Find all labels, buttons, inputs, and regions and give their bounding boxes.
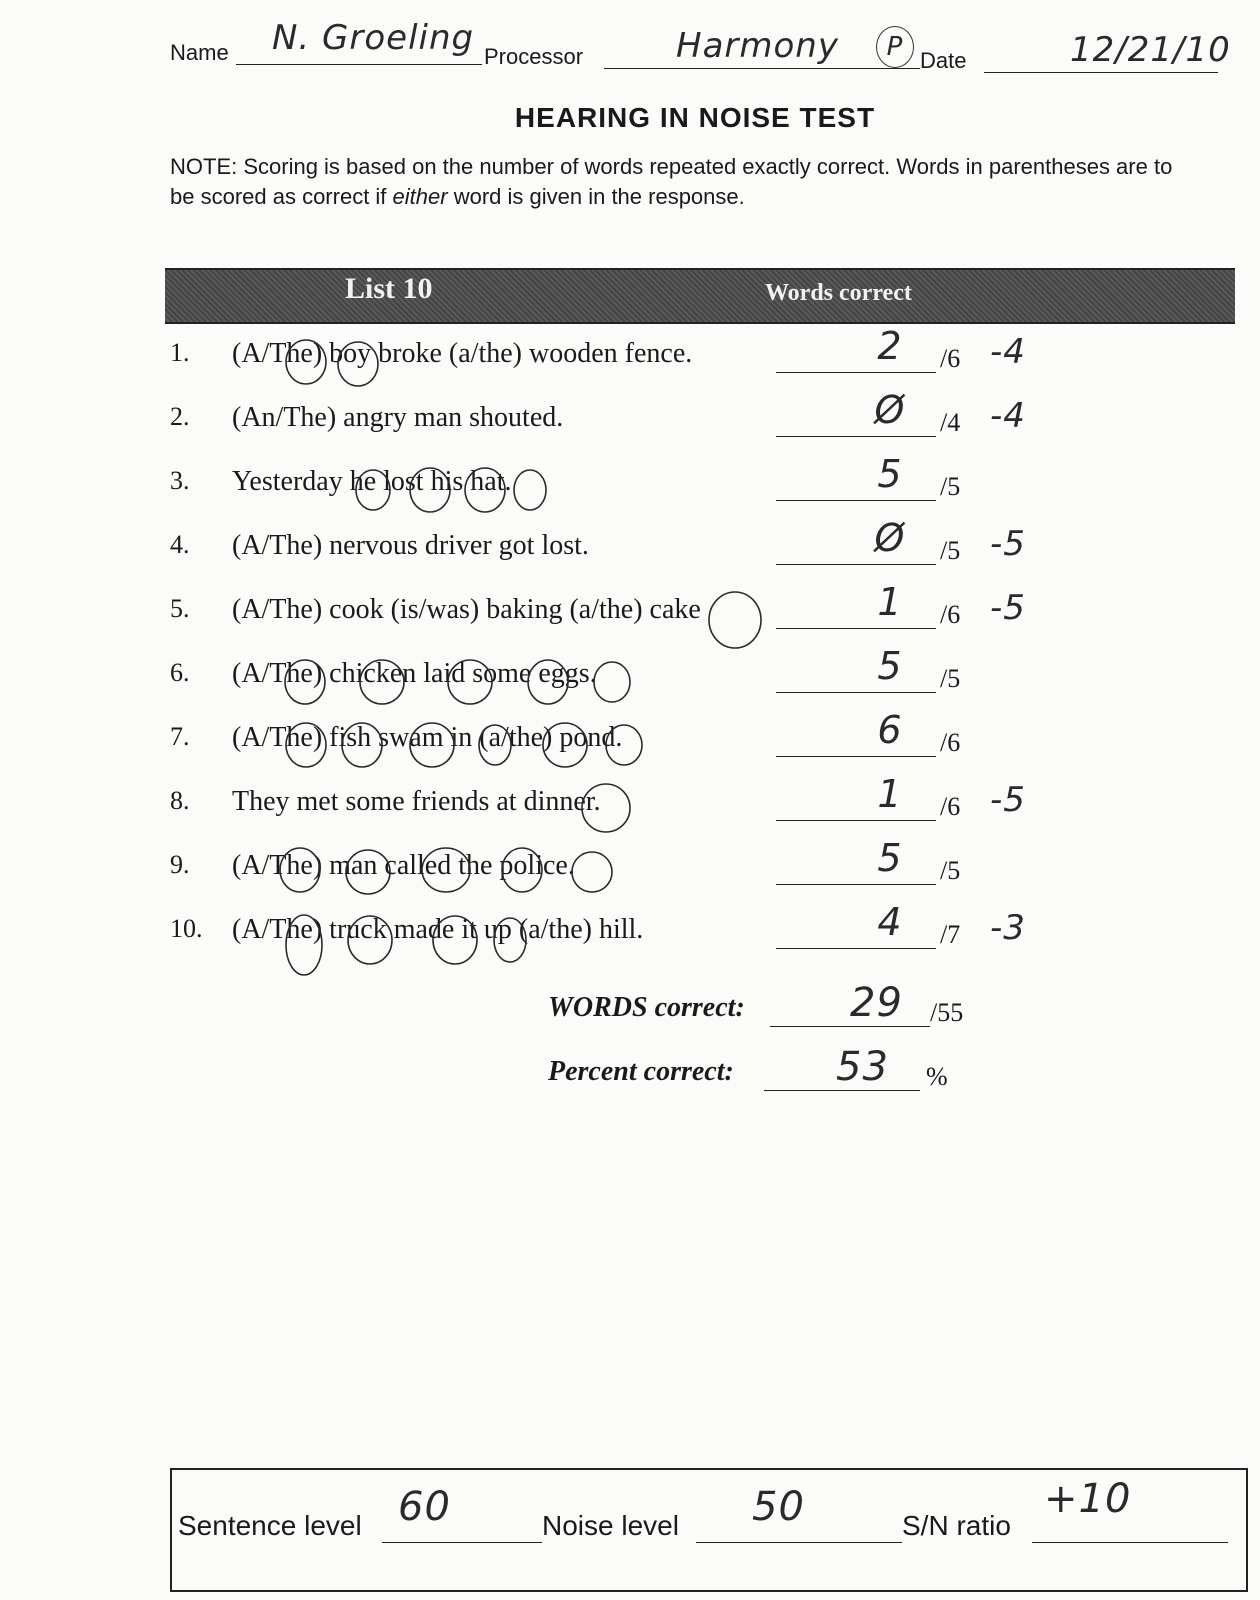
percent-sign: % — [926, 1062, 948, 1091]
processor-label: Processor — [484, 44, 584, 69]
item-number: 7. — [170, 722, 190, 751]
score-diff: -5 — [990, 588, 1026, 628]
levels-box — [170, 1468, 1248, 1592]
item-number: 9. — [170, 850, 190, 879]
words-correct-underline — [770, 1026, 930, 1027]
score-value[interactable]: Ø — [874, 388, 906, 432]
page-title: HEARING IN NOISE TEST — [514, 102, 876, 133]
score-max: /5 — [940, 472, 961, 501]
item-number: 8. — [170, 786, 190, 815]
item-number: 2. — [170, 402, 190, 431]
item-number: 6. — [170, 658, 190, 687]
note-emphasis: either — [392, 184, 448, 209]
item-number: 10. — [170, 914, 203, 943]
list-label: List 10 — [345, 272, 433, 305]
words-correct-value[interactable]: 29 — [850, 980, 903, 1026]
score-diff: -4 — [990, 396, 1026, 436]
processor-value[interactable]: Harmony — [676, 26, 839, 66]
score-value[interactable]: 1 — [877, 580, 903, 624]
sentence-text: They met some friends at dinner. — [232, 786, 601, 817]
percent-correct-label: Percent correct: — [548, 1056, 734, 1087]
name-label: Name — [170, 40, 229, 65]
note-text-part2: word is given in the response. — [447, 184, 745, 209]
score-value[interactable]: 5 — [877, 452, 903, 496]
score-value[interactable]: 6 — [877, 708, 903, 752]
score-max: /6 — [940, 728, 961, 757]
percent-correct-value[interactable]: 53 — [836, 1044, 889, 1090]
score-value[interactable]: 1 — [877, 772, 903, 816]
score-max: /6 — [940, 600, 961, 629]
score-value[interactable]: 4 — [877, 900, 903, 944]
words-correct-label: WORDS correct: — [548, 992, 745, 1023]
sentence-level-label: Sentence level — [178, 1510, 362, 1541]
sentence-text: (A/The) boy broke (a/the) wooden fence. — [232, 338, 693, 369]
sentence-text: Yesterday he lost his hat. — [232, 466, 512, 497]
noise-level-label: Noise level — [542, 1510, 679, 1541]
item-number: 4. — [170, 530, 190, 559]
name-value[interactable]: N. Groeling — [272, 18, 475, 58]
score-diff: -5 — [990, 780, 1026, 820]
sentence-level-value[interactable]: 60 — [398, 1484, 451, 1530]
score-max: /5 — [940, 664, 961, 693]
score-diff: -4 — [990, 332, 1026, 372]
score-diff: -5 — [990, 524, 1026, 564]
score-value[interactable]: 5 — [877, 836, 903, 880]
item-number: 3. — [170, 466, 190, 495]
sentence-text: (A/The) man called the police. — [232, 850, 575, 881]
sentence-text: (A/The) cook (is/was) baking (a/the) cake — [232, 594, 701, 625]
score-diff: -3 — [990, 908, 1026, 948]
item-number: 1. — [170, 338, 190, 367]
words-correct-max: /55 — [930, 998, 964, 1027]
score-value[interactable]: 5 — [877, 644, 903, 688]
sentence-text: (A/The) truck made it up (a/the) hill. — [232, 914, 644, 945]
score-max: /6 — [940, 792, 961, 821]
note-text-part1: NOTE: Scoring is based on the number of words repeated exactly correct. Words in parentheses are to be scored as correct if — [170, 154, 1173, 209]
sentence-text: (A/The) fish swam in (a/the) pond. — [232, 722, 623, 753]
score-max: /4 — [940, 408, 961, 437]
score-max: /5 — [940, 856, 961, 885]
noise-level-value[interactable]: 50 — [752, 1484, 805, 1530]
processor-mark: P — [876, 26, 914, 68]
sentence-level-underline — [382, 1542, 542, 1543]
sentence-text: (A/The) chicken laid some eggs. — [232, 658, 597, 689]
sn-ratio-value[interactable]: +10 — [1044, 1476, 1132, 1522]
percent-correct-underline — [764, 1090, 920, 1091]
score-value[interactable]: Ø — [874, 516, 906, 560]
noise-level-underline — [696, 1542, 902, 1543]
score-max: /7 — [940, 920, 961, 949]
words-correct-header: Words correct — [765, 280, 912, 306]
score-max: /5 — [940, 536, 961, 565]
item-number: 5. — [170, 594, 190, 623]
date-value[interactable]: 12/21/10 — [1070, 30, 1231, 70]
sn-ratio-underline — [1032, 1542, 1228, 1543]
sentence-text: (A/The) nervous driver got lost. — [232, 530, 589, 561]
sentence-text: (An/The) angry man shouted. — [232, 402, 564, 433]
date-label: Date — [920, 48, 967, 73]
sn-ratio-label: S/N ratio — [902, 1510, 1011, 1541]
score-value[interactable]: 2 — [877, 324, 903, 368]
score-max: /6 — [940, 344, 961, 373]
